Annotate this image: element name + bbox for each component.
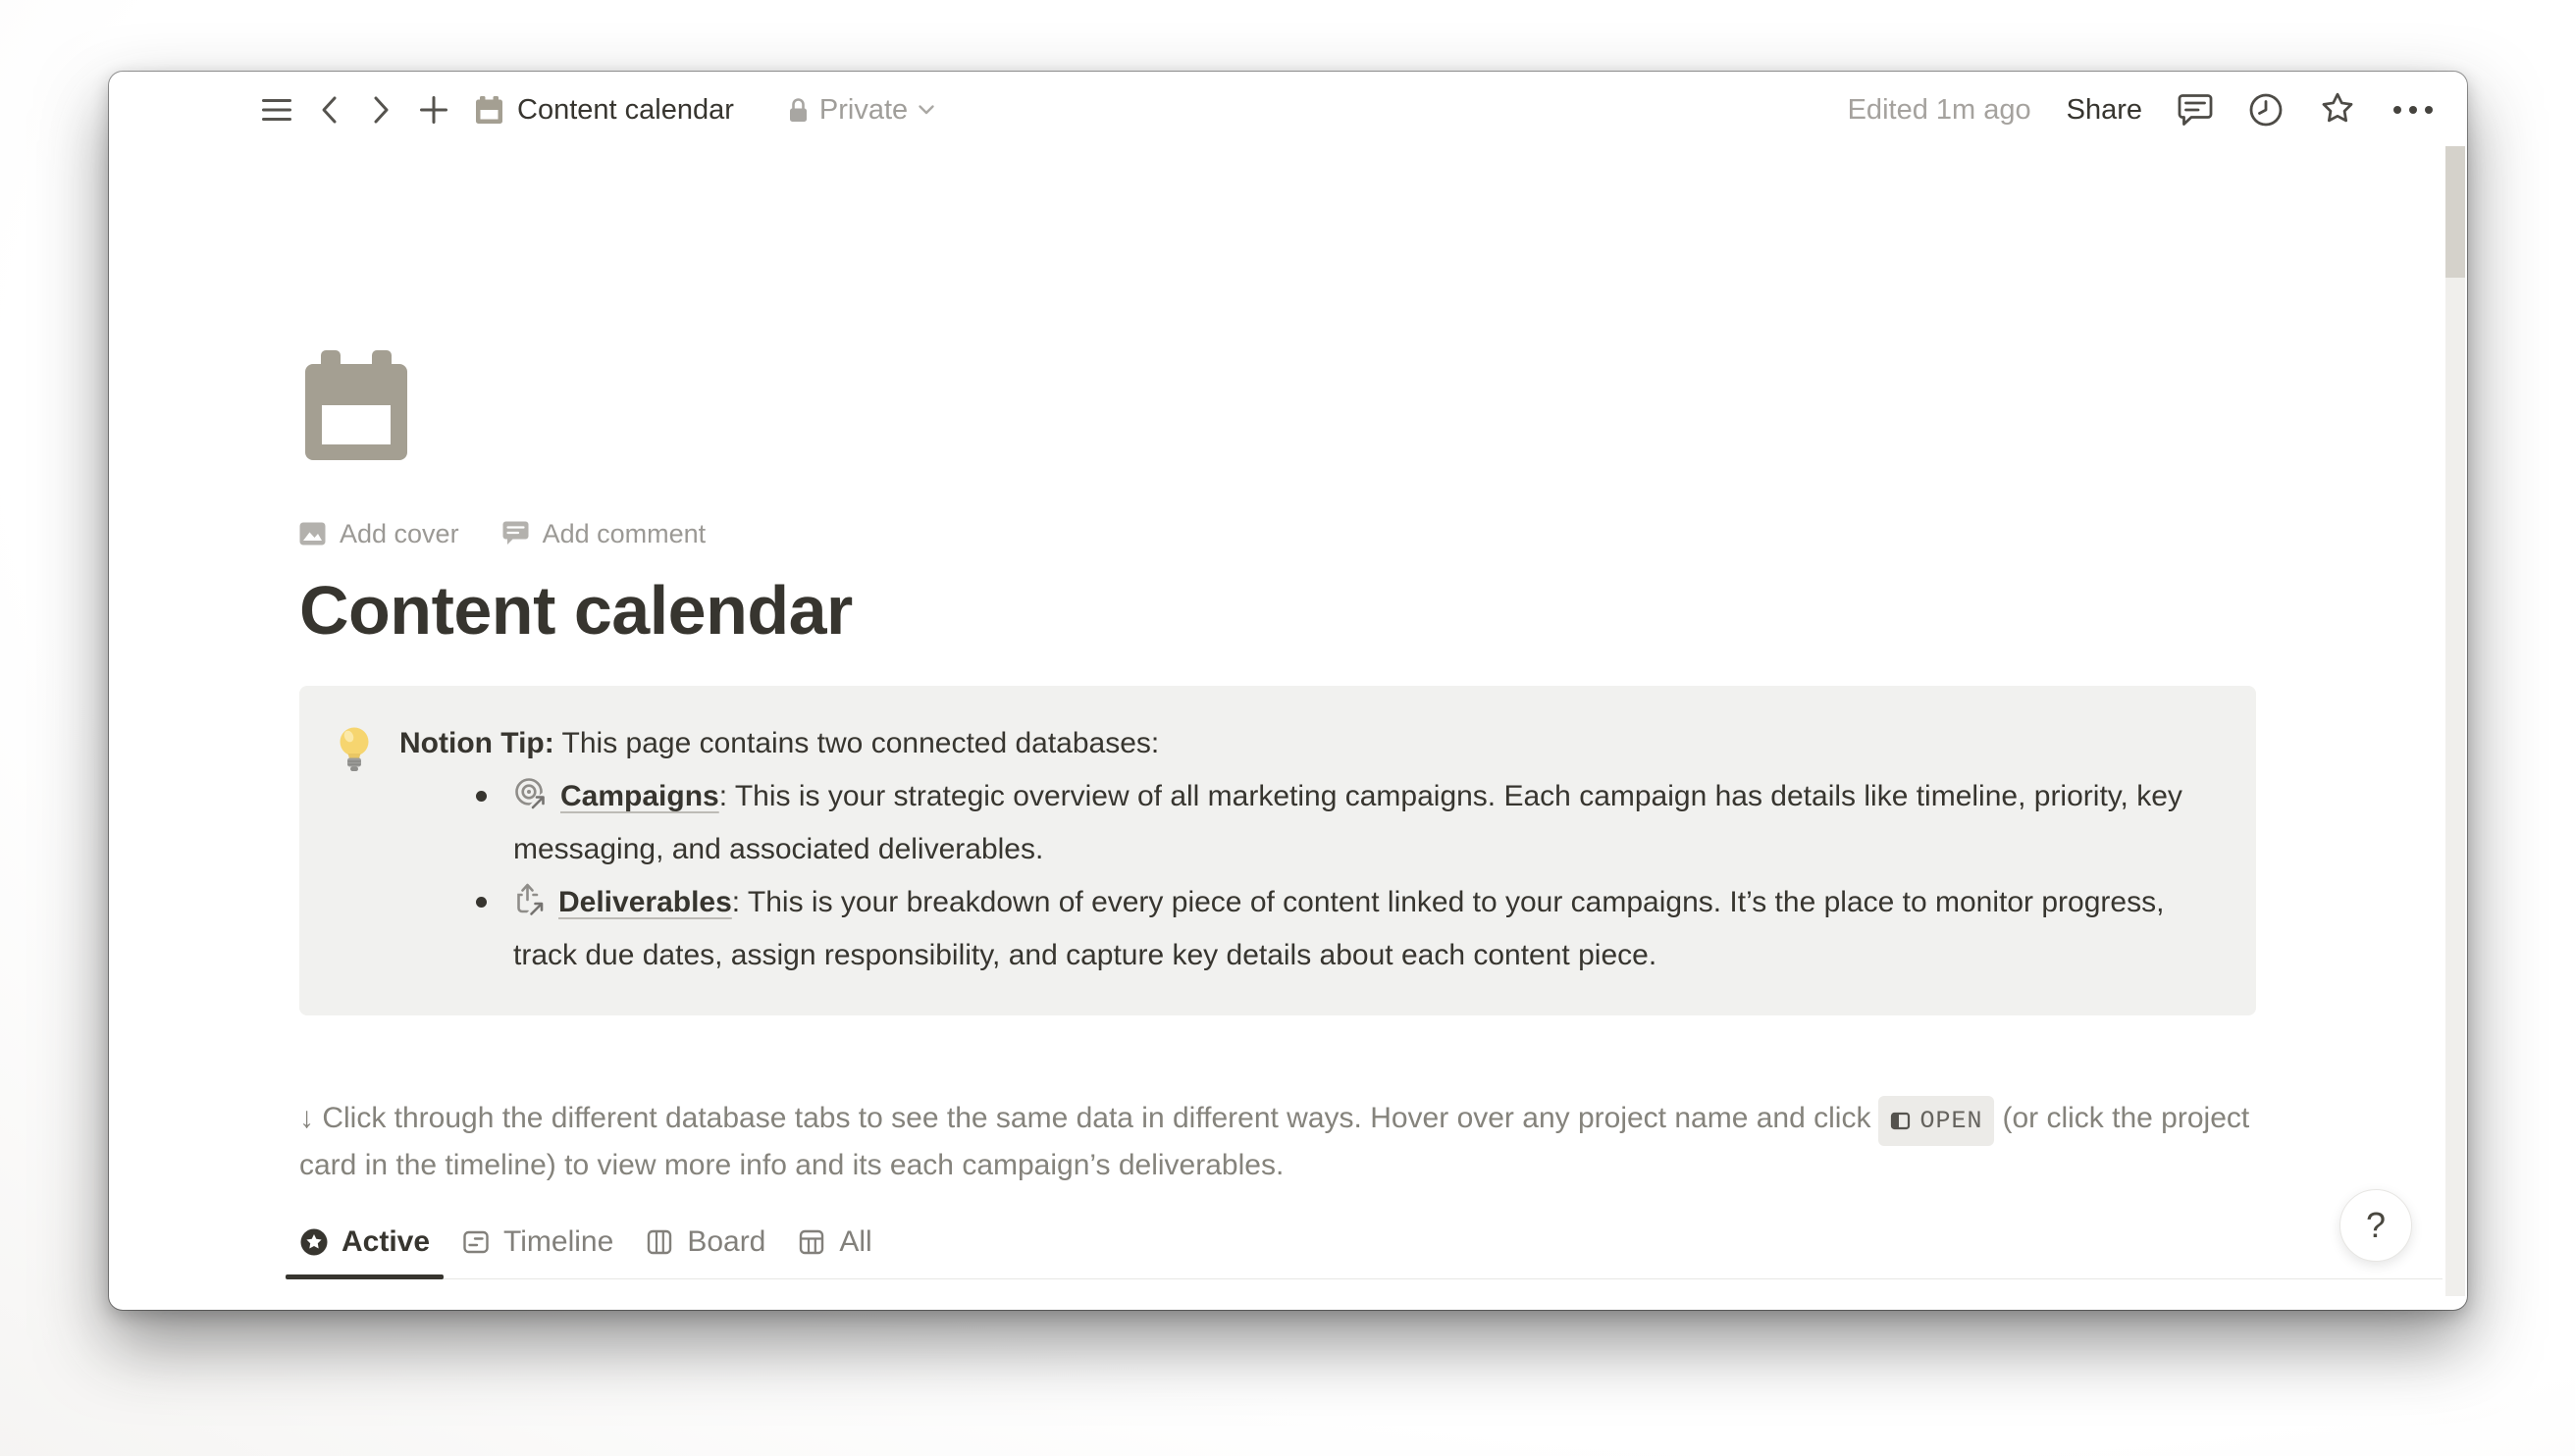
privacy-label: Private: [818, 93, 909, 126]
share-button[interactable]: Share: [2066, 93, 2142, 126]
hamburger-menu-icon[interactable]: [262, 98, 291, 122]
page-title[interactable]: Content calendar: [299, 572, 853, 649]
comments-icon[interactable]: [2178, 93, 2213, 127]
breadcrumb-title: Content calendar: [517, 93, 734, 126]
calendar-icon: [474, 95, 504, 126]
instructions-paragraph: [299, 1092, 2256, 1188]
list-item-deliverables: [513, 876, 2217, 982]
scrollbar-thumb[interactable]: [2445, 146, 2465, 278]
table-icon: [797, 1227, 826, 1257]
database-view-tabs: [299, 1212, 2443, 1279]
list-item-campaigns: [513, 770, 2217, 876]
instructions-before: ↓ Click through the different database tabs to see the same data in different ways. Hover over any project name and click: [299, 1102, 1871, 1134]
add-comment-button[interactable]: [502, 519, 707, 549]
add-cover-label: Add cover: [340, 518, 459, 548]
star-circle-icon: [299, 1227, 329, 1257]
breadcrumb[interactable]: [474, 94, 734, 127]
lightbulb-icon: [335, 717, 374, 982]
instructions-after: (or click the project card in the timeline) to view more info and its each campaign’s deliverables.: [299, 1102, 2250, 1181]
timeline-icon: [461, 1227, 491, 1257]
callout-body: [399, 717, 2217, 982]
forward-button[interactable]: [368, 94, 394, 126]
open-badge: [1878, 1096, 1994, 1146]
chevron-down-icon: [918, 104, 935, 116]
back-button[interactable]: [317, 94, 342, 126]
tab-board[interactable]: [629, 1212, 781, 1278]
topbar-left: [262, 94, 935, 127]
tip-text: This page contains two connected databases:: [553, 727, 1160, 759]
tab-active[interactable]: [284, 1212, 446, 1278]
lock-icon: [787, 96, 810, 125]
scrollbar-track: [2445, 146, 2465, 1296]
tip-label: Notion Tip:: [399, 727, 554, 759]
tab-board-label: Board: [687, 1225, 766, 1258]
callout-list: [399, 770, 2217, 982]
tab-timeline[interactable]: [446, 1212, 629, 1278]
share-arrow-icon: [513, 882, 547, 917]
comment-bubble-icon: [502, 521, 529, 546]
add-comment-label: Add comment: [542, 518, 707, 548]
add-cover-button[interactable]: [299, 519, 459, 549]
page-content: [299, 348, 2256, 1279]
edited-timestamp: Edited 1m ago: [1847, 93, 2031, 126]
favorite-star-icon[interactable]: [2319, 92, 2356, 128]
board-icon: [645, 1227, 674, 1257]
tab-all[interactable]: [781, 1212, 887, 1278]
target-arrow-icon: [513, 776, 549, 811]
new-page-button[interactable]: [419, 95, 448, 125]
image-icon: [299, 522, 326, 546]
topbar: [109, 72, 2467, 148]
tab-active-label: Active: [342, 1225, 431, 1258]
history-clock-icon[interactable]: [2248, 92, 2284, 128]
page-calendar-icon[interactable]: [299, 348, 413, 466]
campaigns-description: : This is your strategic overview of all marketing campaigns. Each campaign has details like timeline, priority, key messaging, and associated deliverables.: [513, 780, 2182, 865]
cover-actions: [299, 511, 2256, 556]
tab-timeline-label: Timeline: [503, 1225, 614, 1258]
deliverables-database-link[interactable]: Deliverables: [558, 886, 732, 918]
notion-window: [109, 72, 2467, 1310]
privacy-dropdown[interactable]: [787, 94, 935, 127]
notion-tip-callout: [299, 686, 2256, 1015]
open-badge-label: OPEN: [1919, 1107, 1983, 1135]
side-peek-icon: [1890, 1111, 1911, 1131]
help-button[interactable]: ?: [2339, 1189, 2412, 1262]
campaigns-database-link[interactable]: Campaigns: [560, 780, 719, 812]
callout-first-line: [399, 717, 2217, 770]
topbar-right: [1848, 92, 2435, 128]
tab-all-label: All: [839, 1225, 872, 1258]
deliverables-description: : This is your breakdown of every piece of content linked to your campaigns. It’s the place to monitor progress, track due dates, assign responsibility, and capture key details about each content piece.: [513, 886, 2165, 971]
more-options-icon[interactable]: [2391, 104, 2435, 116]
